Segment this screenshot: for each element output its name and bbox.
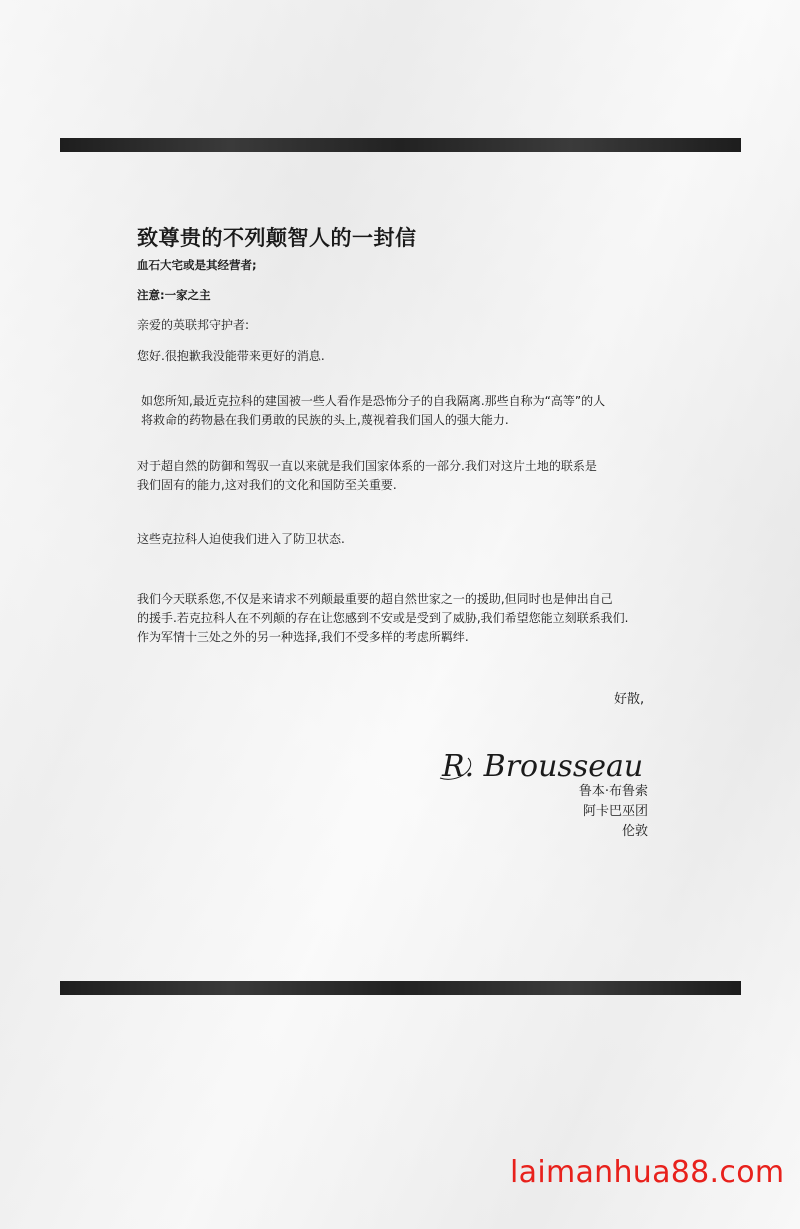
paragraph-1-line-2: 将救命的药物悬在我们勇敢的民族的头上,蔑视着我们国人的强大能力. bbox=[141, 413, 509, 427]
greeting-line: 您好.很抱歉我没能带来更好的消息. bbox=[137, 349, 325, 363]
paragraph-4-line-3: 作为军情十三处之外的另一种选择,我们不受多样的考虑所羁绊. bbox=[137, 630, 469, 644]
site-watermark: laimanhua88.com bbox=[510, 1155, 785, 1190]
paragraph-4-line-2: 的援手.若克拉科人在不列颠的存在让您感到不安或是受到了威胁,我们希望您能立刻联系我们. bbox=[137, 611, 629, 625]
signer-organization: 阿卡巴巫团 bbox=[582, 804, 648, 819]
closing-line: 好散, bbox=[614, 692, 645, 707]
recipient-line: 血石大宅或是其经营者; bbox=[137, 258, 257, 272]
attention-line: 注意:一家之主 bbox=[137, 288, 211, 302]
top-divider-bar bbox=[60, 138, 741, 152]
paragraph-1 bbox=[141, 392, 605, 430]
handwritten-signature bbox=[438, 738, 663, 788]
paragraph-1-line-1: 如您所知,最近克拉科的建国被一些人看作是恐怖分子的自我隔离.那些自称为“高等”的人 bbox=[141, 394, 606, 408]
paragraph-3: 这些克拉科人迫使我们进入了防卫状态. bbox=[137, 532, 345, 546]
salutation: 亲爱的英联邦守护者: bbox=[137, 318, 250, 332]
paragraph-4-line-1: 我们今天联系您,不仅是来请求不列颠最重要的超自然世家之一的援助,但同时也是伸出自己 bbox=[137, 592, 613, 606]
signature-text: R. Brousseau bbox=[442, 749, 644, 784]
bottom-divider-bar bbox=[60, 981, 741, 995]
signer-name: 鲁本·布鲁索 bbox=[578, 784, 648, 799]
paragraph-2 bbox=[137, 457, 597, 495]
letter-title: 致尊贵的不列颠智人的一封信 bbox=[137, 226, 417, 250]
paragraph-2-line-2: 我们固有的能力,这对我们的文化和国防至关重要. bbox=[137, 478, 397, 492]
paragraph-2-line-1: 对于超自然的防御和驾驭一直以来就是我们国家体系的一部分.我们对这片土地的联系是 bbox=[137, 459, 597, 473]
signer-city: 伦敦 bbox=[621, 824, 648, 839]
paragraph-4 bbox=[137, 590, 628, 647]
